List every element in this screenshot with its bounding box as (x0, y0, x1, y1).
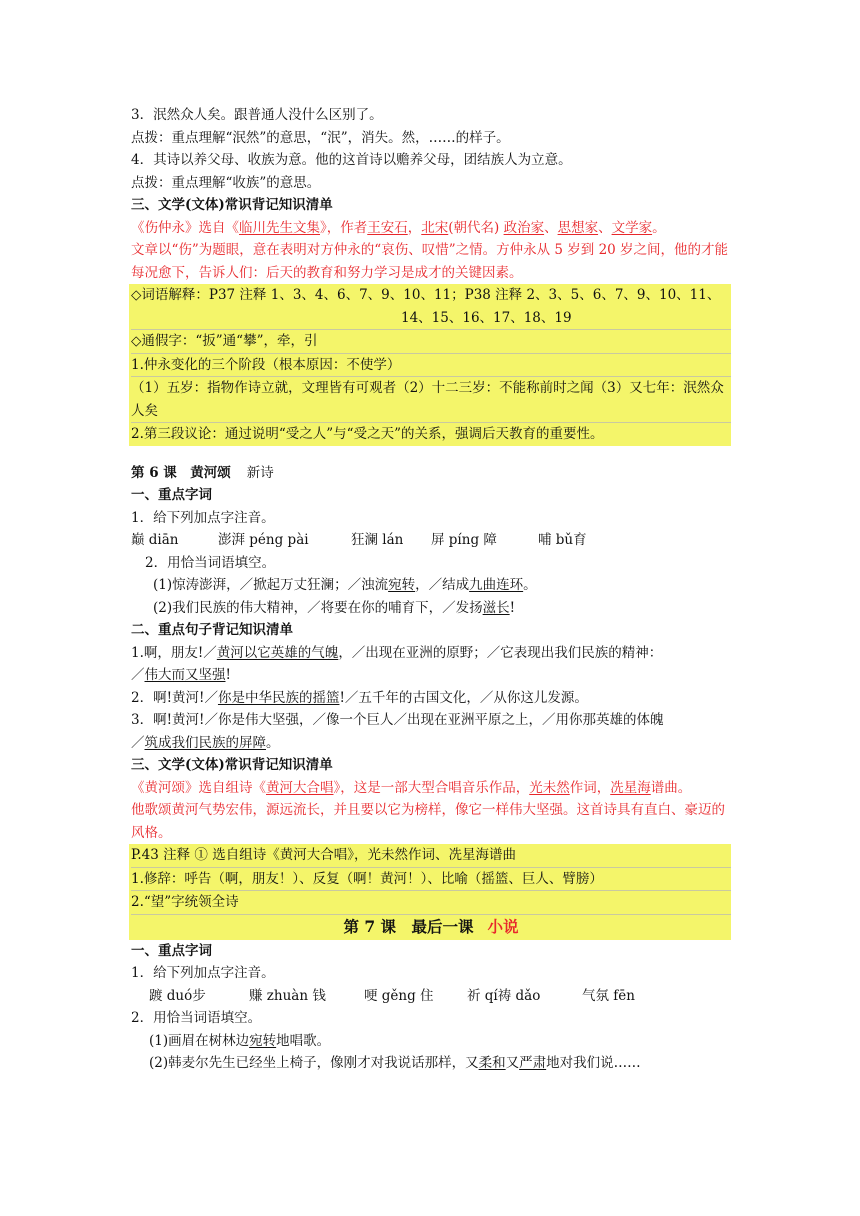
section-heading-literature: 三、文学(文体)常识背记知识清单 (131, 197, 333, 213)
change-stages: 1.仲永变化的三个阶段（根本原因：不使学） (131, 354, 731, 378)
literature-summary: 文章以“伤”为题眼，意在表明对方仲永的“哀伤、叹惜”之情。方仲永从 5 岁到 20 岁之间，他的才能每况愈下，告诉人们：后天的教育和努力学习是成才的关键因素。 (131, 242, 729, 281)
sentence-3: 3．啊!黄河!／你是伟大坚强，／像一个巨人／出现在亚洲平原之上，／用你那英雄的体魄 (131, 712, 664, 728)
fill-1: (1)惊涛澎湃，／掀起万丈狂澜；／浊流宛转，／结成九曲连环。 (153, 577, 537, 593)
item-3: 3．泯然众人矣。跟普通人没什么区别了。 (131, 107, 383, 123)
section-heading-sentences: 二、重点句子背记知识清单 (131, 622, 293, 638)
source-note: P.43 注释 ① 选自组诗《黄河大合唱》，光未然作词、冼星海谱曲 (131, 844, 731, 868)
pinyin-list: 巅 diān 澎湃 péng pài 狂澜 lán 屏 píng 障 哺 bǔ育 (131, 532, 587, 548)
fill-question: 2．用恰当词语填空。 (145, 554, 276, 571)
pinyin-list-7: 踱 duó步 赚 zhuàn 钱 哽 gěng 住 祈 qí祷 dǎo 气氛 fēn (149, 987, 635, 1004)
tongjia-note: ◇通假字：“扳”通“攀”，牵，引 (131, 330, 731, 354)
pinyin-question: 1．给下列加点字注音。 (131, 509, 275, 526)
lesson-7-title: 第 7 课 最后一课 小说 (343, 916, 519, 936)
pinyin-question-7: 1．给下列加点字注音。 (131, 965, 275, 981)
literature-summary-6: 他歌颂黄河气势宏伟，源远流长，并且要以它为榜样，像它一样伟大坚强。这首诗具有直白、豪迈的风格。 (131, 802, 725, 841)
lesson-6-title: 第 6 课 黄河颂 新诗 (131, 464, 274, 481)
fill-question-7: 2．用恰当词语填空。 (131, 1010, 262, 1026)
tip-3: 点拨：重点理解“泯然”的意思，“泯”，消失。然，……的样子。 (131, 129, 510, 146)
wang-note: 2.“望”字统领全诗 (131, 891, 731, 915)
sentence-1: 1.啊，朋友!／黄河以它英雄的气魄，／出现在亚洲的原野；／它表现出我们民族的精神： (131, 644, 663, 661)
section-heading-words-7: 一、重点字词 (131, 942, 212, 959)
vocab-notes: ◇词语解释：P37 注释 1、3、4、6、7、9、10、11；P38 注释 2、3、5、6、7、9、10、11、 14、15、16、17、18、19 (131, 284, 731, 330)
change-stages-detail: （1）五岁：指物作诗立就，文理皆有可观者（2）十二三岁：不能称前时之闻（3）又七年：泯然众人矣 (131, 377, 731, 423)
rhetoric-note: 1.修辞：呼告（啊，朋友！）、反复（啊！黄河！）、比喻（摇篮、巨人、臂膀） (131, 868, 731, 892)
highlight-box-lesson5 (129, 284, 731, 446)
tip-4: 点拨：重点理解“收族”的意思。 (131, 174, 321, 191)
fill-2: (2)我们民族的伟大精神，／将要在你的哺育下，／发扬滋长! (153, 599, 516, 616)
section-heading-literature-6: 三、文学(文体)常识背记知识清单 (131, 757, 333, 773)
sentence-1-cont: ／伟大而又坚强! (131, 667, 231, 683)
section-heading-words: 一、重点字词 (131, 487, 212, 503)
literature-line-1: 《伤仲永》选自《临川先生文集》，作者王安石，北宋(朝代名) 政治家、思想家、文学家。 (131, 219, 666, 236)
highlight-box-lesson6 (129, 844, 731, 940)
item-4: 4．其诗以养父母、收族为意。他的这首诗以赡养父母，团结族人为立意。 (131, 152, 572, 168)
fill-1-7: (1)画眉在树林边宛转地唱歌。 (149, 1032, 331, 1049)
fill-2-7: (2)韩麦尔先生已经坐上椅子，像刚才对我说话那样，又柔和又严肃地对我们说…… (149, 1055, 641, 1071)
sentence-3-cont: ／筑成我们民族的屏障。 (131, 734, 280, 751)
sentence-2: 2．啊!黄河!／你是中华民族的摇篮!／五千年的古国文化，／从你这儿发源。 (131, 689, 588, 706)
third-paragraph-note: 2.第三段议论：通过说明“受之人”与“受之天”的关系，强调后天教育的重要性。 (131, 426, 604, 442)
literature-line-6: 《黄河颂》选自组诗《黄河大合唱》，这是一部大型合唱音乐作品，光未然作词，冼星海谱曲。 (131, 779, 692, 796)
document-page (131, 104, 731, 1075)
